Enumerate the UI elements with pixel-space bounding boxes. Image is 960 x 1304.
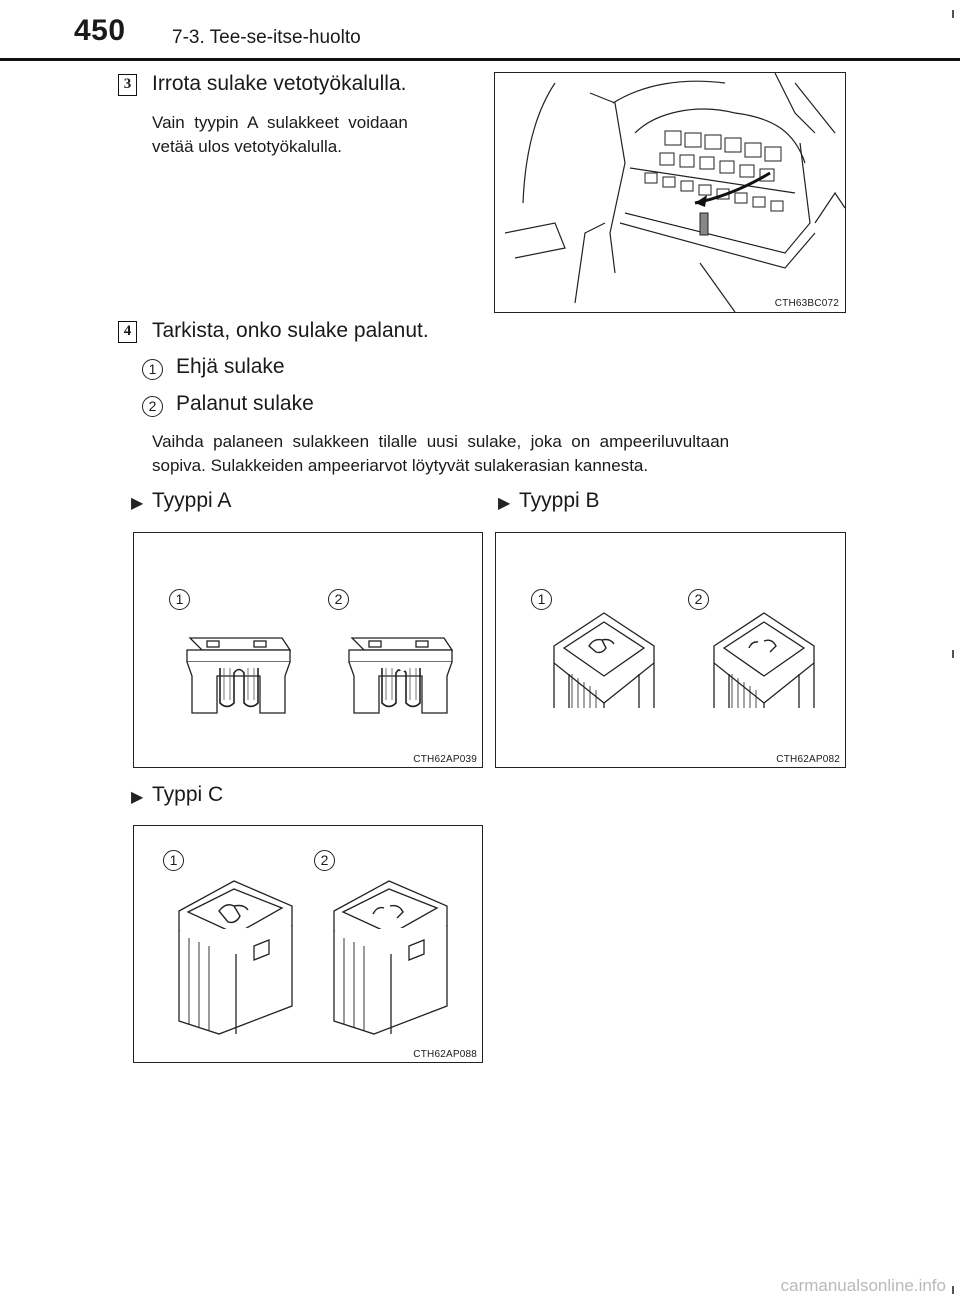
blown-cartridge-fuse-icon: [704, 608, 824, 713]
page-number: 450: [74, 14, 126, 47]
step-3-note: [152, 111, 475, 159]
type-c-heading: Typpi C: [152, 783, 224, 806]
fuse-box-illustration: [495, 73, 845, 312]
fuse-number-1: 1: [163, 850, 184, 871]
intact-jcase-fuse-icon: [174, 876, 299, 1036]
fuse-number-2: 2: [314, 850, 335, 871]
intact-blade-fuse-icon: [182, 628, 292, 718]
blown-fuse-label: Palanut sulake: [176, 392, 314, 415]
fuse-number-2: 2: [328, 589, 349, 610]
figure-code: CTH62AP082: [776, 754, 840, 765]
fuse-box-figure: [494, 72, 846, 313]
header-rule: [0, 58, 960, 61]
edge-tick: [952, 10, 954, 18]
watermark: carmanualsonline.info: [780, 1276, 946, 1295]
step-3-note-line: vetää ulos vetotyökalulla.: [152, 137, 342, 156]
triangle-bullet-icon: ▶: [498, 495, 511, 512]
edge-tick: [952, 1286, 954, 1294]
triangle-bullet-icon: ▶: [131, 495, 144, 512]
blown-jcase-fuse-icon: [329, 876, 454, 1036]
type-b-heading: Tyyppi B: [519, 489, 600, 512]
triangle-bullet-icon: ▶: [131, 789, 144, 806]
edge-tick: [952, 650, 954, 658]
item-number-2: 2: [142, 396, 163, 417]
fuse-number-1: 1: [169, 589, 190, 610]
intact-cartridge-fuse-icon: [544, 608, 664, 713]
figure-code: CTH62AP039: [413, 754, 477, 765]
fuse-number-2: 2: [688, 589, 709, 610]
intact-fuse-label: Ehjä sulake: [176, 355, 285, 378]
type-a-figure: [133, 532, 483, 768]
figure-code: CTH63BC072: [774, 298, 839, 309]
figure-code: CTH62AP088: [413, 1049, 477, 1060]
step-4-note-line: sopiva. Sulakkeiden ampeeriarvot löytyvät sulakerasian kannesta.: [152, 456, 649, 475]
step-3-note-line: Vain tyypin A sulakkeet voidaan: [152, 113, 408, 132]
step-4-badge: 4: [118, 321, 137, 343]
item-number-1: 1: [142, 359, 163, 380]
type-a-heading: Tyyppi A: [152, 489, 232, 512]
section-title: 7-3. Tee-se-itse-huolto: [172, 27, 361, 48]
fuse-number-1: 1: [531, 589, 552, 610]
type-b-figure: [495, 532, 846, 768]
type-c-figure: [133, 825, 483, 1063]
step-3-title: Irrota sulake vetotyökalulla.: [152, 72, 407, 95]
blown-blade-fuse-icon: [344, 628, 454, 718]
step-4-note: [152, 430, 838, 478]
step-4-title: Tarkista, onko sulake palanut.: [152, 319, 429, 342]
step-4-note-line: Vaihda palaneen sulakkeen tilalle uusi sulake, joka on ampeeriluvultaan: [152, 432, 730, 451]
step-3-badge: 3: [118, 74, 137, 96]
